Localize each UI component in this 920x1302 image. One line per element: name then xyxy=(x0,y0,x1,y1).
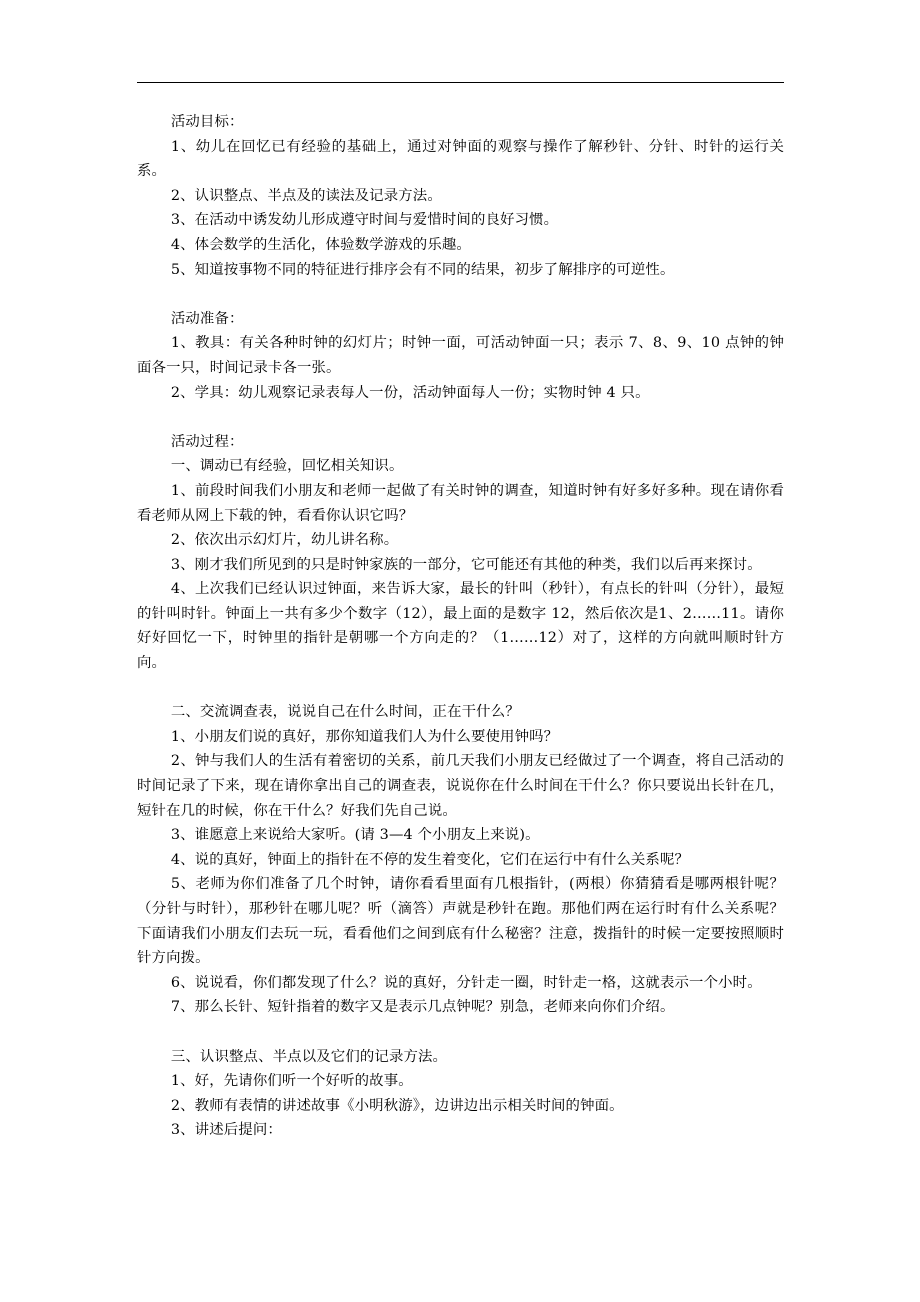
section-heading: 活动目标： xyxy=(170,114,244,130)
header-rule xyxy=(137,82,784,83)
paragraph: 1、小朋友们说的真好，那你知道我们人为什么要使用钟吗？ xyxy=(170,728,559,745)
paragraph: 3、讲述后提问： xyxy=(170,1122,282,1139)
paragraph: 3、刚才我们所见到的只是时钟家族的一部分，它可能还有其他的种类，我们以后再来探讨。 xyxy=(170,556,762,573)
section-heading: 三、认识整点、半点以及它们的记录方法。 xyxy=(170,1048,448,1065)
paragraph: 1、好，先请你们听一个好听的故事。 xyxy=(170,1073,413,1090)
paragraph: 7、那么长针、短针指着的数字又是表示几点钟呢？别急，老师来向你们介绍。 xyxy=(170,999,675,1016)
spacer xyxy=(137,405,784,430)
paragraph: 2、钟与我们人的生活有着密切的关系，前几天我们小朋友已经做过了一个调查，将自己活动的时间记录了下来，现在请你拿出自己的调查表，说说你在什么时间在干什么？你只要说出长针在几，短针在几的时候，你在干什么？好我们先自己说。 xyxy=(137,753,784,819)
paragraph: 5、知道按事物不同的特征进行排序会有不同的结果，初步了解排序的可逆性。 xyxy=(170,261,675,278)
section-process xyxy=(137,430,784,676)
paragraph: 6、说说看，你们都发现了什么？说的真好，分针走一圈，时针走一格，这就表示一个小时。 xyxy=(170,974,762,991)
paragraph: 4、说的真好，钟面上的指针在不停的发生着变化，它们在运行中有什么关系呢？ xyxy=(170,851,690,868)
spacer xyxy=(137,676,784,701)
document-body xyxy=(137,110,784,1143)
paragraph: 1、教具：有关各种时钟的幻灯片；时钟一面，可活动钟面一只；表示 7、8、9、10 点钟的钟面各一只，时间记录卡各一张。 xyxy=(137,335,784,376)
paragraph: 2、认识整点、半点及的读法及记录方法。 xyxy=(170,187,442,204)
spacer xyxy=(137,1020,784,1045)
section-survey-exchange xyxy=(137,700,784,1020)
spacer xyxy=(137,282,784,307)
section-heading: 二、交流调查表，说说自己在什么时间，正在干什么？ xyxy=(170,704,520,721)
paragraph: 5、老师为你们准备了几个时钟，请你看看里面有几根指针，(两根）你猜猜看是哪两根针呢？（分针与时针），那秒针在哪儿呢？听（滴答）声就是秒针在跑。那他们两在运行时有什么关系呢？下面请我们小朋友们去玩一玩，看看他们之间到底有什么秘密？注意，拨指针的时候一定要按照顺时针方向拨。 xyxy=(137,876,784,967)
paragraph: 3、谁愿意上来说给大家听。(请 3—4 个小朋友上来说)。 xyxy=(170,827,540,844)
paragraph: 2、学具：幼儿观察记录表每人一份，活动钟面每人一份；实物时钟 4 只。 xyxy=(170,384,650,401)
section-heading: 活动准备： xyxy=(170,310,244,327)
paragraph: 2、教师有表情的讲述故事《小明秋游》，边讲边出示相关时间的钟面。 xyxy=(170,1097,624,1114)
section-goals xyxy=(137,110,784,282)
paragraph: 4、上次我们已经认识过钟面，来告诉大家，最长的针叫（秒针），有点长的针叫（分针），最短的针叫时针。钟面上一共有多少个数字（12），最上面的是数字 12，然后依次是1、2……11。请你好好回忆一下，时钟里的指针是朝哪一个方向走的？（1……12）对了，这样的方向就叫顺时针方向。 xyxy=(137,581,784,672)
paragraph: 1、前段时间我们小朋友和老师一起做了有关时钟的调查，知道时钟有好多好多种。现在请你看看老师从网上下载的钟，看看你认识它吗？ xyxy=(137,482,784,524)
paragraph: 4、体会数学的生活化，体验数学游戏的乐趣。 xyxy=(170,236,471,253)
section-whole-half-hour xyxy=(137,1045,784,1143)
paragraph: 2、依次出示幻灯片，幼儿讲名称。 xyxy=(170,532,399,549)
section-heading: 活动过程： xyxy=(170,433,244,450)
paragraph: 一、调动已有经验，回忆相关知识。 xyxy=(170,458,404,475)
section-preparation xyxy=(137,307,784,405)
paragraph: 1、幼儿在回忆已有经验的基础上，通过对钟面的观察与操作了解秒针、分针、时针的运行关系。 xyxy=(137,138,784,180)
paragraph: 3、在活动中诱发幼儿形成遵守时间与爱惜时间的良好习惯。 xyxy=(170,212,559,229)
